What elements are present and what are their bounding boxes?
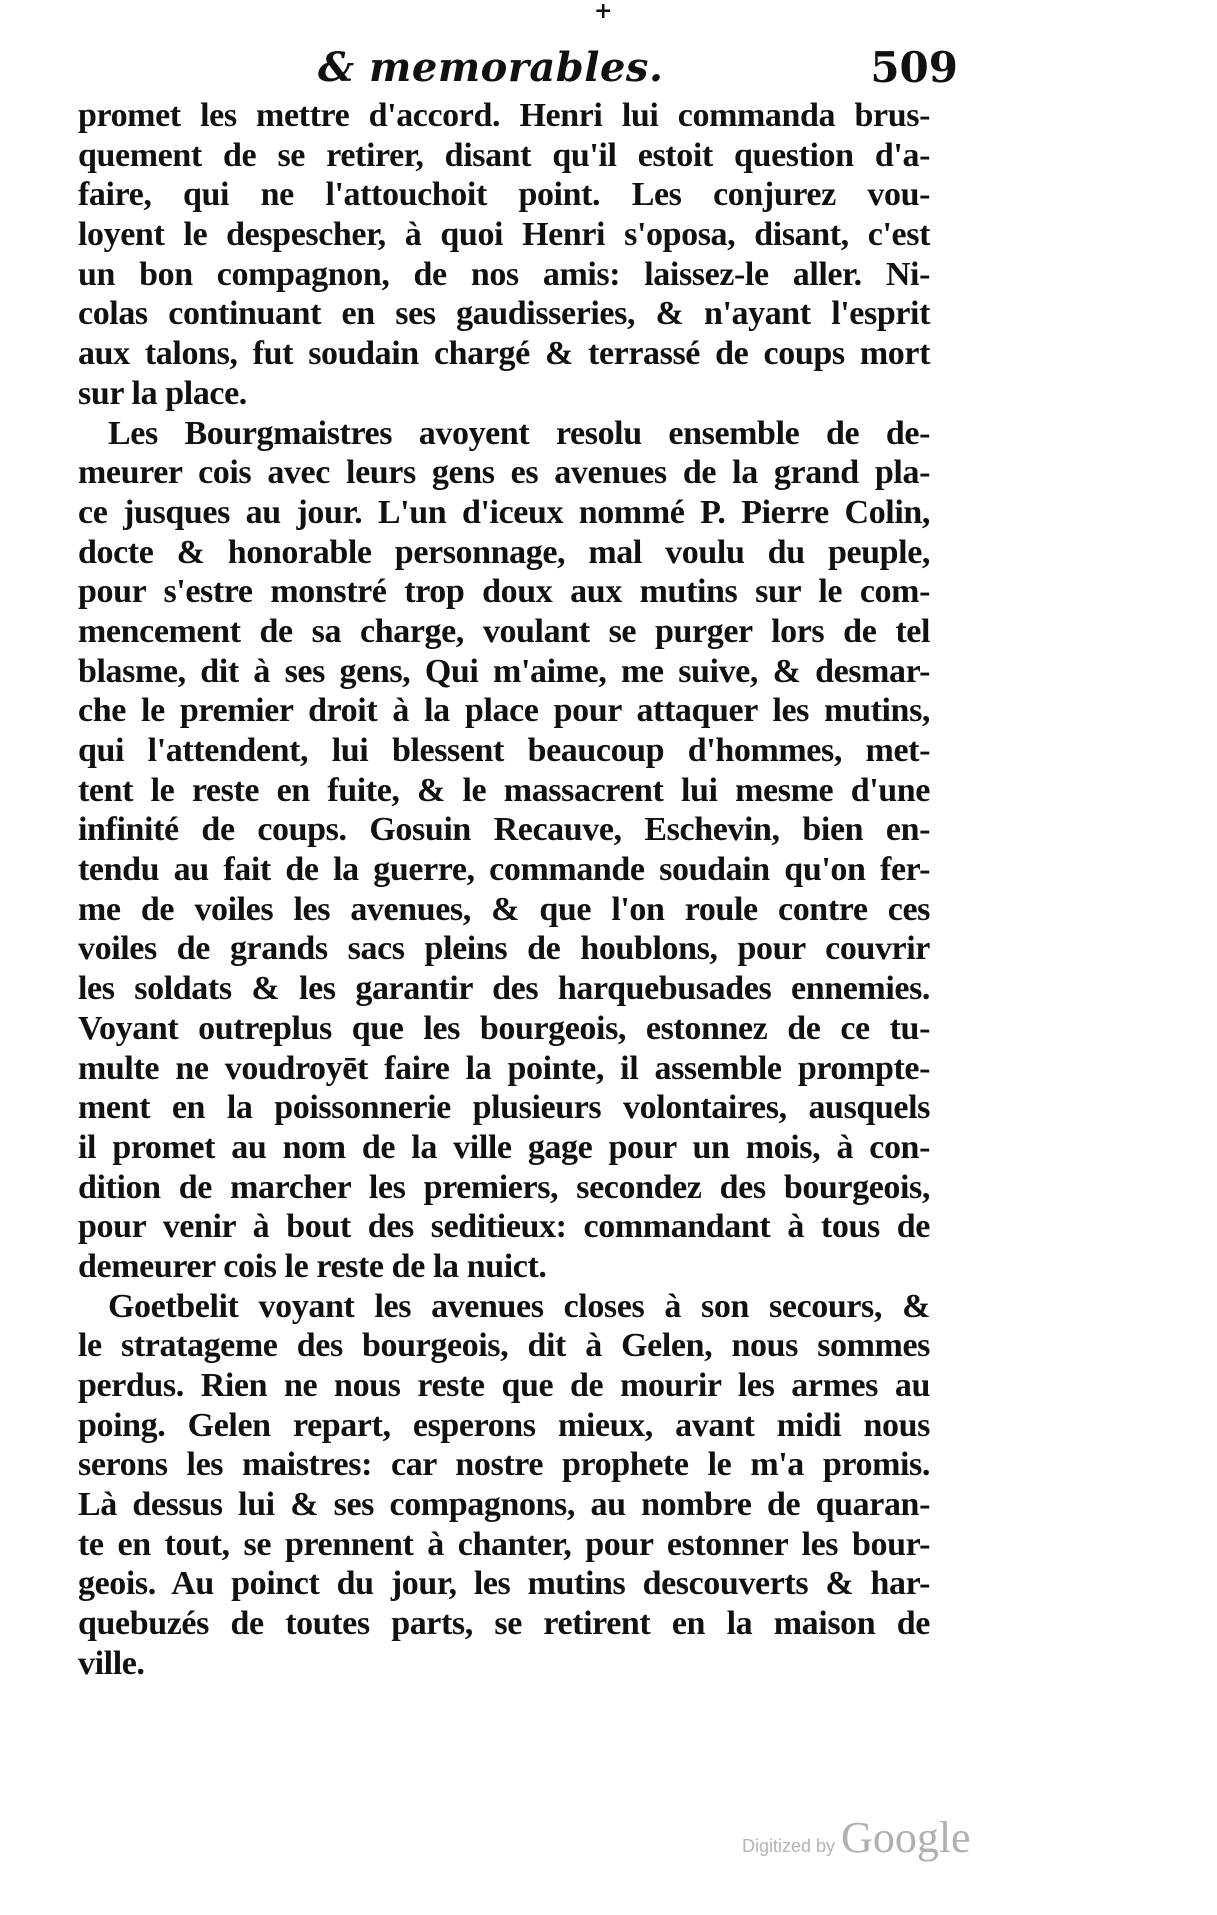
running-title: & memorables.: [318, 44, 664, 91]
google-logo: Google: [841, 1813, 971, 1862]
text-line: demeurer cois le reste de la nuict.: [78, 1247, 547, 1285]
text-line: blasme, dit à ses gens, Qui m'aime, me suive, & desmar-: [78, 652, 930, 690]
paragraph-start: Les Bourgmaistres avoyent resolu ensemble de de-: [108, 414, 930, 452]
text-line: ce jusques au jour. L'un d'iceux nommé P. Pierre Colin,: [78, 493, 930, 531]
text-line: un bon compagnon, de nos amis: laissez-le aller. Ni-: [78, 255, 930, 293]
text-line: infinité de coups. Gosuin Recauve, Eschevin, bien en-: [78, 811, 930, 849]
google-watermark: [742, 1812, 971, 1872]
text-line: pour venir à bout des seditieux: commandant à tous de: [78, 1208, 930, 1246]
paragraph-start: Goetbelit voyant les avenues closes à son secours, &: [108, 1287, 930, 1325]
text-line: docte & honorable personnage, mal voulu du peuple,: [78, 533, 930, 571]
text-line: voiles de grands sacs pleins de houblons, pour couvrir: [78, 930, 930, 968]
text-line: pour s'estre monstré trop doux aux mutins sur le com-: [78, 573, 930, 611]
watermark-prefix: Digitized by: [742, 1836, 836, 1856]
text-line: loyent le despescher, à quoi Henri s'oposa, disant, c'est: [78, 216, 930, 254]
page-number: 509: [870, 43, 958, 92]
text-line: Là dessus lui & ses compagnons, au nombre de quaran-: [78, 1486, 930, 1524]
text-line: sur la place.: [78, 374, 247, 412]
text-line: geois. Au poinct du jour, les mutins descouverts & har-: [78, 1565, 930, 1603]
text-line: faire, qui ne l'attouchoit point. Les conjurez vou-: [78, 176, 930, 214]
text-line: qui l'attendent, lui blessent beaucoup d'hommes, met-: [78, 732, 930, 769]
text-line: me de voiles les avenues, & que l'on roule contre ces: [78, 890, 930, 928]
text-line: meurer cois avec leurs gens es avenues de la grand pla-: [78, 454, 930, 492]
text-line: che le premier droit à la place pour attaquer les mutins,: [78, 692, 930, 730]
text-line: quement de se retirer, disant qu'il estoit question d'a-: [78, 136, 930, 174]
text-line: mencement de sa charge, voulant se purger lors de tel: [78, 612, 930, 650]
text-line: il promet au nom de la ville gage pour un mois, à con-: [78, 1128, 930, 1166]
text-line: le stratageme des bourgeois, dit à Gelen, nous sommes: [78, 1327, 930, 1365]
text-line: aux talons, fut soudain chargé & terrassé de coups mort: [78, 335, 930, 373]
body-text: [78, 96, 930, 1684]
text-line: serons les maistres: car nostre prophete le m'a promis.: [78, 1446, 930, 1484]
text-line: quebuzés de toutes parts, se retirent en la maison de: [78, 1605, 930, 1643]
top-ornament: +: [594, 0, 613, 24]
text-line: promet les mettre d'accord. Henri lui commanda brus-: [78, 97, 930, 134]
text-line: multe ne voudroyēt faire la pointe, il assemble promptе-: [78, 1049, 930, 1087]
text-line: ment en la poissonnerie plusieurs volontaires, ausquels: [78, 1089, 930, 1127]
text-line: dition de marcher les premiers, secondez des bourgeois,: [78, 1168, 930, 1206]
text-line: ville.: [78, 1644, 145, 1682]
text-line: te en tout, se prennent à chanter, pour estonner les bour-: [78, 1525, 930, 1563]
text-line: tent le reste en fuite, & le massacrent lui mesme d'une: [78, 771, 930, 809]
text-line: Voyant outreplus que les bourgeois, estonnez de ce tu-: [78, 1009, 930, 1047]
text-line: les soldats & les garantir des harquebusades ennemies.: [78, 970, 930, 1008]
text-line: colas continuant en ses gaudisseries, & n'ayant l'esprit: [78, 295, 930, 333]
text-line: perdus. Rien ne nous reste que de mourir les armes au: [78, 1367, 930, 1404]
page-header: [318, 40, 958, 100]
text-line: poing. Gelen repart, esperons mieux, avant midi nous: [78, 1406, 930, 1444]
text-line: tendu au fait de la guerre, commande soudain qu'on fer-: [78, 851, 930, 889]
